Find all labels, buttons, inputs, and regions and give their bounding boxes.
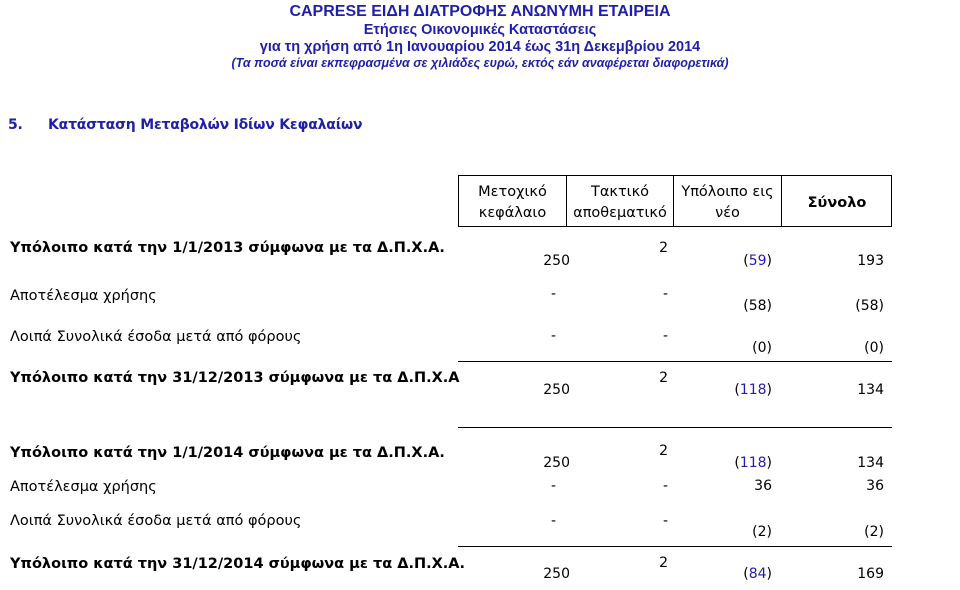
- cell-reserve: 2: [659, 370, 668, 386]
- cell-share-capital: 250: [543, 253, 570, 269]
- cell-retained: (0): [752, 340, 772, 356]
- row-label: Υπόλοιπο κατά την 1/1/2013 σύμφωνα με τα Δ.Π.Χ.Α.: [10, 240, 445, 256]
- company-name: CAPRESE ΕΙΔΗ ΔΙΑΤΡΟΦΗΣ ΑΝΩΝΥΜΗ ΕΤΑΙΡΕΙΑ: [289, 3, 671, 20]
- column-header-reserve: [567, 182, 673, 224]
- row-label: Υπόλοιπο κατά την 31/12/2013 σύμφωνα με τα Δ.Π.Χ.Α: [10, 370, 460, 386]
- row-label: Λοιπά Συνολικά έσοδα μετά από φόρους: [10, 329, 302, 345]
- subtotal-rule: [458, 361, 892, 362]
- cell-retained: (2): [752, 524, 772, 540]
- cell-share-capital: 250: [543, 566, 570, 582]
- cell-total: 134: [857, 382, 884, 398]
- cell-total: (2): [864, 524, 884, 540]
- cell-share-capital: 250: [543, 455, 570, 471]
- cell-total: 169: [857, 566, 884, 582]
- cell-retained: (59): [743, 253, 772, 269]
- column-header-line: νέο: [715, 205, 740, 221]
- cell-share-capital: -: [550, 328, 556, 344]
- row-label: Λοιπά Συνολικά έσοδα μετά από φόρους: [10, 513, 302, 529]
- cell-total: (0): [864, 340, 884, 356]
- column-header-line: κεφάλαιο: [478, 205, 547, 221]
- subtotal-rule: [458, 546, 892, 547]
- row-label: Υπόλοιπο κατά την 1/1/2014 σύμφωνα με τα Δ.Π.Χ.Α.: [10, 445, 445, 461]
- cell-retained: (58): [743, 298, 772, 314]
- total-rule: [458, 427, 892, 428]
- cell-reserve: 2: [659, 240, 668, 256]
- section-title: [8, 117, 362, 133]
- row-label: Υπόλοιπο κατά την 31/12/2014 σύμφωνα με τα Δ.Π.Χ.Α.: [10, 556, 466, 572]
- row-label: Αποτέλεσμα χρήσης: [10, 288, 157, 304]
- column-header-retained: [674, 182, 781, 224]
- cell-retained: (118): [734, 382, 772, 398]
- column-header-line: Μετοχικό: [478, 184, 547, 200]
- column-header-total: Σύνολο: [807, 195, 867, 211]
- cell-reserve: 2: [659, 443, 668, 459]
- cell-share-capital: 250: [543, 382, 570, 398]
- cell-total: (58): [855, 298, 884, 314]
- report-period: για τη χρήση από 1η Ιανουαρίου 2014 έως 31η Δεκεμβρίου 2014: [259, 39, 701, 55]
- column-header-line: αποθεματικό: [573, 205, 667, 221]
- section-title-text: Κατάσταση Μεταβολών Ιδίων Κεφαλαίων: [48, 117, 363, 133]
- cell-reserve: -: [662, 478, 668, 494]
- cell-share-capital: -: [550, 286, 556, 302]
- cell-reserve: -: [662, 513, 668, 529]
- cell-total: 134: [857, 455, 884, 471]
- cell-reserve: -: [662, 328, 668, 344]
- column-header-line: Τακτικό: [590, 184, 649, 200]
- cell-share-capital: -: [550, 478, 556, 494]
- column-header-line: Υπόλοιπο εις: [681, 184, 774, 200]
- cell-share-capital: -: [550, 513, 556, 529]
- row-label: Αποτέλεσμα χρήσης: [10, 479, 157, 495]
- column-header-share-capital: [459, 182, 566, 224]
- section-number: 5.: [8, 117, 23, 133]
- cell-reserve: -: [662, 286, 668, 302]
- cell-retained: 36: [754, 478, 772, 494]
- cell-total: 36: [866, 478, 884, 494]
- cell-total: 193: [857, 253, 884, 269]
- cell-reserve: 2: [659, 555, 668, 571]
- cell-retained: (118): [734, 455, 772, 471]
- report-subtitle: Ετήσιες Οικονομικές Καταστάσεις: [363, 22, 597, 38]
- cell-retained: (84): [743, 566, 772, 582]
- currency-note: (Τα ποσά είναι εκπεφρασμένα σε χιλιάδες ευρώ, εκτός εάν αναφέρεται διαφορετικά): [231, 56, 729, 70]
